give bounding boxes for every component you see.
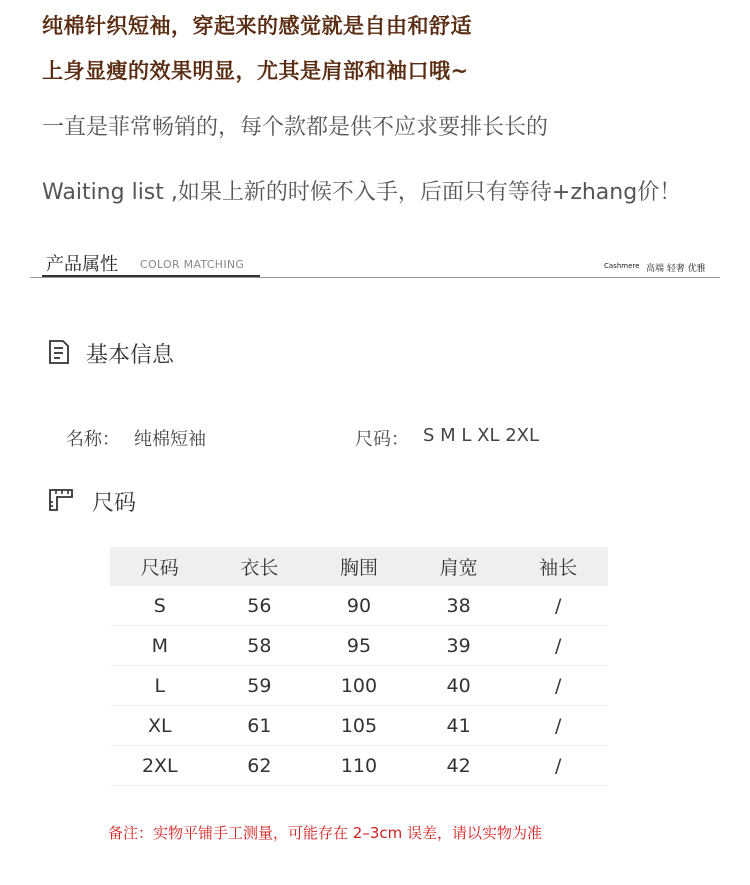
name-value: 纯棉短袖	[134, 429, 206, 450]
headline-line-1: 纯棉针织短袖，穿起来的感觉就是自由和舒适	[42, 14, 472, 38]
table-cell: 105	[309, 706, 409, 746]
tab-divider	[30, 277, 720, 278]
table-row	[110, 666, 608, 706]
table-cell: 59	[210, 666, 310, 706]
table-cell: 56	[210, 586, 310, 626]
headline-line-2: 上身显瘦的效果明显，尤其是肩部和袖口哦~	[42, 59, 469, 83]
col-header: 衣长	[210, 547, 310, 586]
name-label: 名称：	[66, 429, 120, 450]
table-cell: S	[110, 586, 210, 626]
size-table	[110, 547, 608, 786]
table-cell: 42	[409, 746, 509, 786]
table-cell: 90	[309, 586, 409, 626]
size-section-title: 尺码	[92, 491, 137, 516]
col-header: 肩宽	[409, 547, 509, 586]
table-cell: 38	[409, 586, 509, 626]
table-cell: /	[508, 626, 608, 666]
table-cell: M	[110, 626, 210, 666]
table-cell: /	[508, 746, 608, 786]
table-cell: L	[110, 666, 210, 706]
table-cell: 41	[409, 706, 509, 746]
brand-english: Cashmere	[604, 262, 640, 270]
table-cell: 100	[309, 666, 409, 706]
col-header: 尺码	[110, 547, 210, 586]
table-cell: /	[508, 706, 608, 746]
col-header: 胸围	[309, 547, 409, 586]
table-cell: 58	[210, 626, 310, 666]
measurement-note: 备注：实物平铺手工测量，可能存在 2–3cm 误差，请以实物为准	[108, 824, 542, 842]
size-value: S M L XL 2XL	[423, 425, 540, 446]
col-header: 袖长	[508, 547, 608, 586]
document-icon	[48, 340, 72, 364]
table-cell: 2XL	[110, 746, 210, 786]
table-cell: /	[508, 666, 608, 706]
table-cell: 95	[309, 626, 409, 666]
size-label: 尺码：	[355, 429, 409, 450]
body-text-line-1: 一直是菲常畅销的，每个款都是供不应求要排长长的	[42, 115, 549, 140]
table-header-row	[110, 547, 608, 586]
tab-title: 产品属性	[46, 254, 118, 275]
table-row	[110, 586, 608, 626]
table-cell: XL	[110, 706, 210, 746]
table-cell: 39	[409, 626, 509, 666]
table-cell: 110	[309, 746, 409, 786]
table-cell: 40	[409, 666, 509, 706]
brand-chinese: 高端 轻奢 优雅	[646, 264, 706, 274]
body-text-line-2: Waiting list ,如果上新的时候不入手，后面只有等待+zhang价！	[42, 180, 682, 205]
tab-subtitle: COLOR MATCHING	[140, 258, 245, 271]
product-attributes-tab	[0, 248, 750, 284]
table-cell: 61	[210, 706, 310, 746]
ruler-icon	[48, 488, 72, 512]
table-row	[110, 626, 608, 666]
table-cell: /	[508, 586, 608, 626]
table-row	[110, 706, 608, 746]
basic-info-title: 基本信息	[86, 343, 175, 368]
table-row	[110, 746, 608, 786]
table-cell: 62	[210, 746, 310, 786]
